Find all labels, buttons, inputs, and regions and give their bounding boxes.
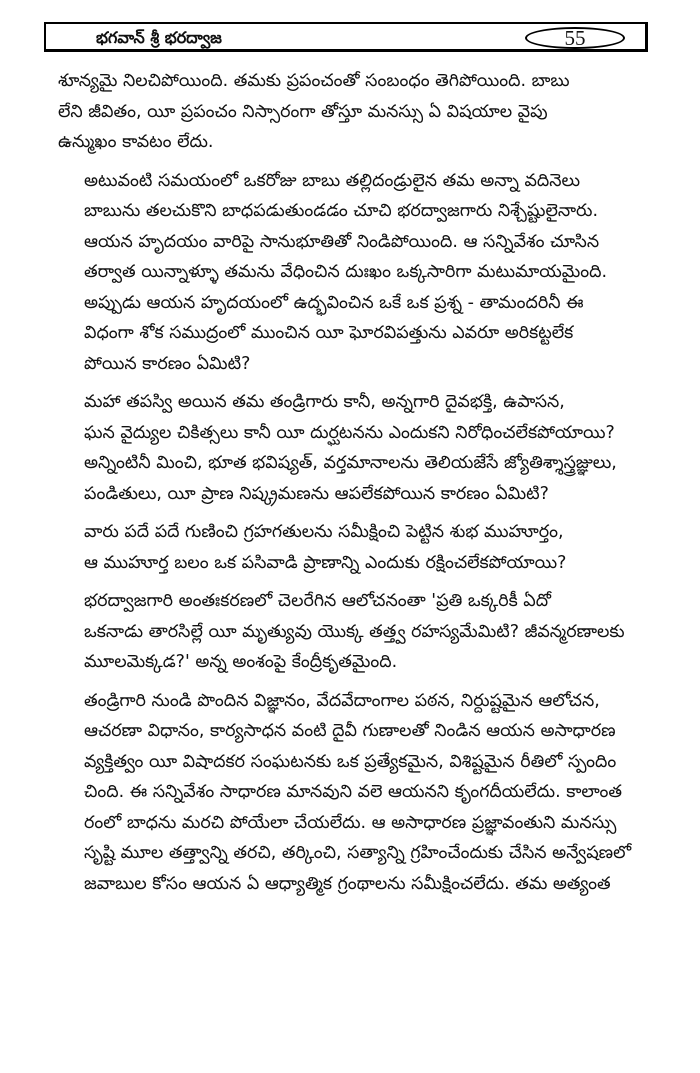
text-line: అప్పుడు ఆయన హృదయంలో ఉద్భవించిన ఒకే ఒక ప్రశ్న - తామందరినీ ఈ (84, 292, 584, 313)
running-header-title: భగవాన్ శ్రీ భరద్వాజ (96, 28, 222, 47)
text-line: పండితులు, యీ ప్రాణ నిష్క్రమణను ఆపలేకపోయిన కారణం ఏమిటి? (84, 483, 549, 504)
text-line: శూన్యమై నిలచిపోయింది. తమకు ప్రపంచంతో సంబంధం తెగిపోయింది. బాబు (58, 71, 570, 91)
paragraph (58, 686, 658, 900)
text-line: భరద్వాజగారి అంతఃకరణలో చెలరేగిన ఆలోచనంతా 'ప్రతి ఒక్కరికీ ఏదో (84, 591, 551, 611)
text-line: లేని జీవితం, యీ ప్రపంచం నిస్సారంగా తోస్తూ మనస్సు ఏ విషయాల వైపు (58, 101, 548, 122)
paragraph (58, 166, 658, 380)
body-text (58, 66, 658, 907)
paragraph (58, 66, 658, 158)
text-line: ఆచరణా విధానం, కార్యసాధన వంటి దైవీ గుణాలతో నిండిన ఆయన అసాధారణ (84, 721, 616, 741)
text-line: ఘన వైద్యుల చికిత్సలు కానీ యీ దుర్ఘటనను ఎందుకని నిరోధించలేకపోయాయి? (84, 422, 615, 443)
text-line: ఆ ముహూర్త బలం ఒక పసివాడి ప్రాణాన్ని ఎందుకు రక్షించలేకపోయాయి? (84, 552, 567, 573)
text-line: సృష్టి మూల తత్త్వాన్ని తరచి, తర్కించి, సత్యాన్ని గ్రహించేందుకు చేసిన అన్వేషణలో (84, 843, 632, 863)
paragraph (58, 586, 658, 678)
text-line: ఉన్ముఖం కావటం లేదు. (58, 132, 214, 152)
paragraph (58, 387, 658, 509)
text-line: విధంగా శోక సముద్రంలో ముంచిన యీ ఘోరవిపత్తును ఎవరూ అరికట్టలేక (84, 323, 574, 343)
text-line: బాబును తలచుకొని బాధపడుతుండడం చూచి భరద్వాజగారు నిశ్చేష్టులైనారు. (84, 201, 599, 221)
paragraph (58, 517, 658, 578)
text-line: చింది. ఈ సన్నివేశం సాధారణ మానవుని వలె ఆయనని కృంగదీయలేదు. కాలాంత (84, 782, 623, 802)
text-line: మహా తపస్వి అయిన తమ తండ్రిగారు కానీ, అన్నగారి దైవభక్తి, ఉపాసన, (84, 392, 565, 412)
text-line: మూలమెక్కడ?' అన్న అంశంపై కేంద్రీకృతమైంది. (84, 652, 398, 672)
text-line: వ్యక్తిత్వం యీ విషాదకర సంఘటనకు ఒక ప్రత్యేకమైన, విశిష్టమైన రీతిలో స్పందిం (84, 751, 617, 772)
text-line: పోయిన కారణం ఏమిటి? (84, 353, 251, 374)
text-line: రంలో బాధను మరచి పోయేలా చేయలేదు. ఆ అసాధారణ ప్రజ్ఞావంతుని మనస్సు (84, 812, 617, 833)
text-line: తండ్రిగారి నుండి పొందిన విజ్ఞానం, వేదవేదాంగాల పఠన, నిర్దుష్టమైన ఆలోచన, (84, 690, 600, 711)
text-line: అటువంటి సమయంలో ఒకరోజు బాబు తల్లిదండ్రులైన తమ అన్నా వదినెలు (84, 170, 581, 191)
text-line: ఆయన హృదయం వారిపై సానుభూతితో నిండిపోయింది. ఆ సన్నివేశం చూసిన (84, 231, 600, 252)
text-line: వారు పదే పదే గుణించి గ్రహగతులను సమీక్షించి పెట్టిన శుభ ముహూర్తం, (84, 522, 564, 542)
text-line: జవాబుల కోసం ఆయన ఏ ఆధ్యాత్మిక గ్రంథాలను సమీక్షించలేదు. తమ అత్యంత (84, 873, 611, 894)
text-line: అన్నింటినీ మించి, భూత భవిష్యత్, వర్తమానాలను తెలియజేసే జ్యోతిశ్శాస్త్రజ్ఞులు, (84, 453, 617, 473)
text-line: ఒకనాడు తారసిల్లే యీ మృత్యువు యొక్క తత్త్వ రహస్యమేమిటి? జీవన్మరణాలకు (84, 621, 625, 642)
page-number: 55 (564, 25, 586, 50)
text-line: తర్వాత యిన్నాళ్ళూ తమను వేధించిన దుఃఖం ఒక్కసారిగా మటుమాయమైంది. (84, 262, 608, 282)
page-number-badge (525, 27, 625, 49)
